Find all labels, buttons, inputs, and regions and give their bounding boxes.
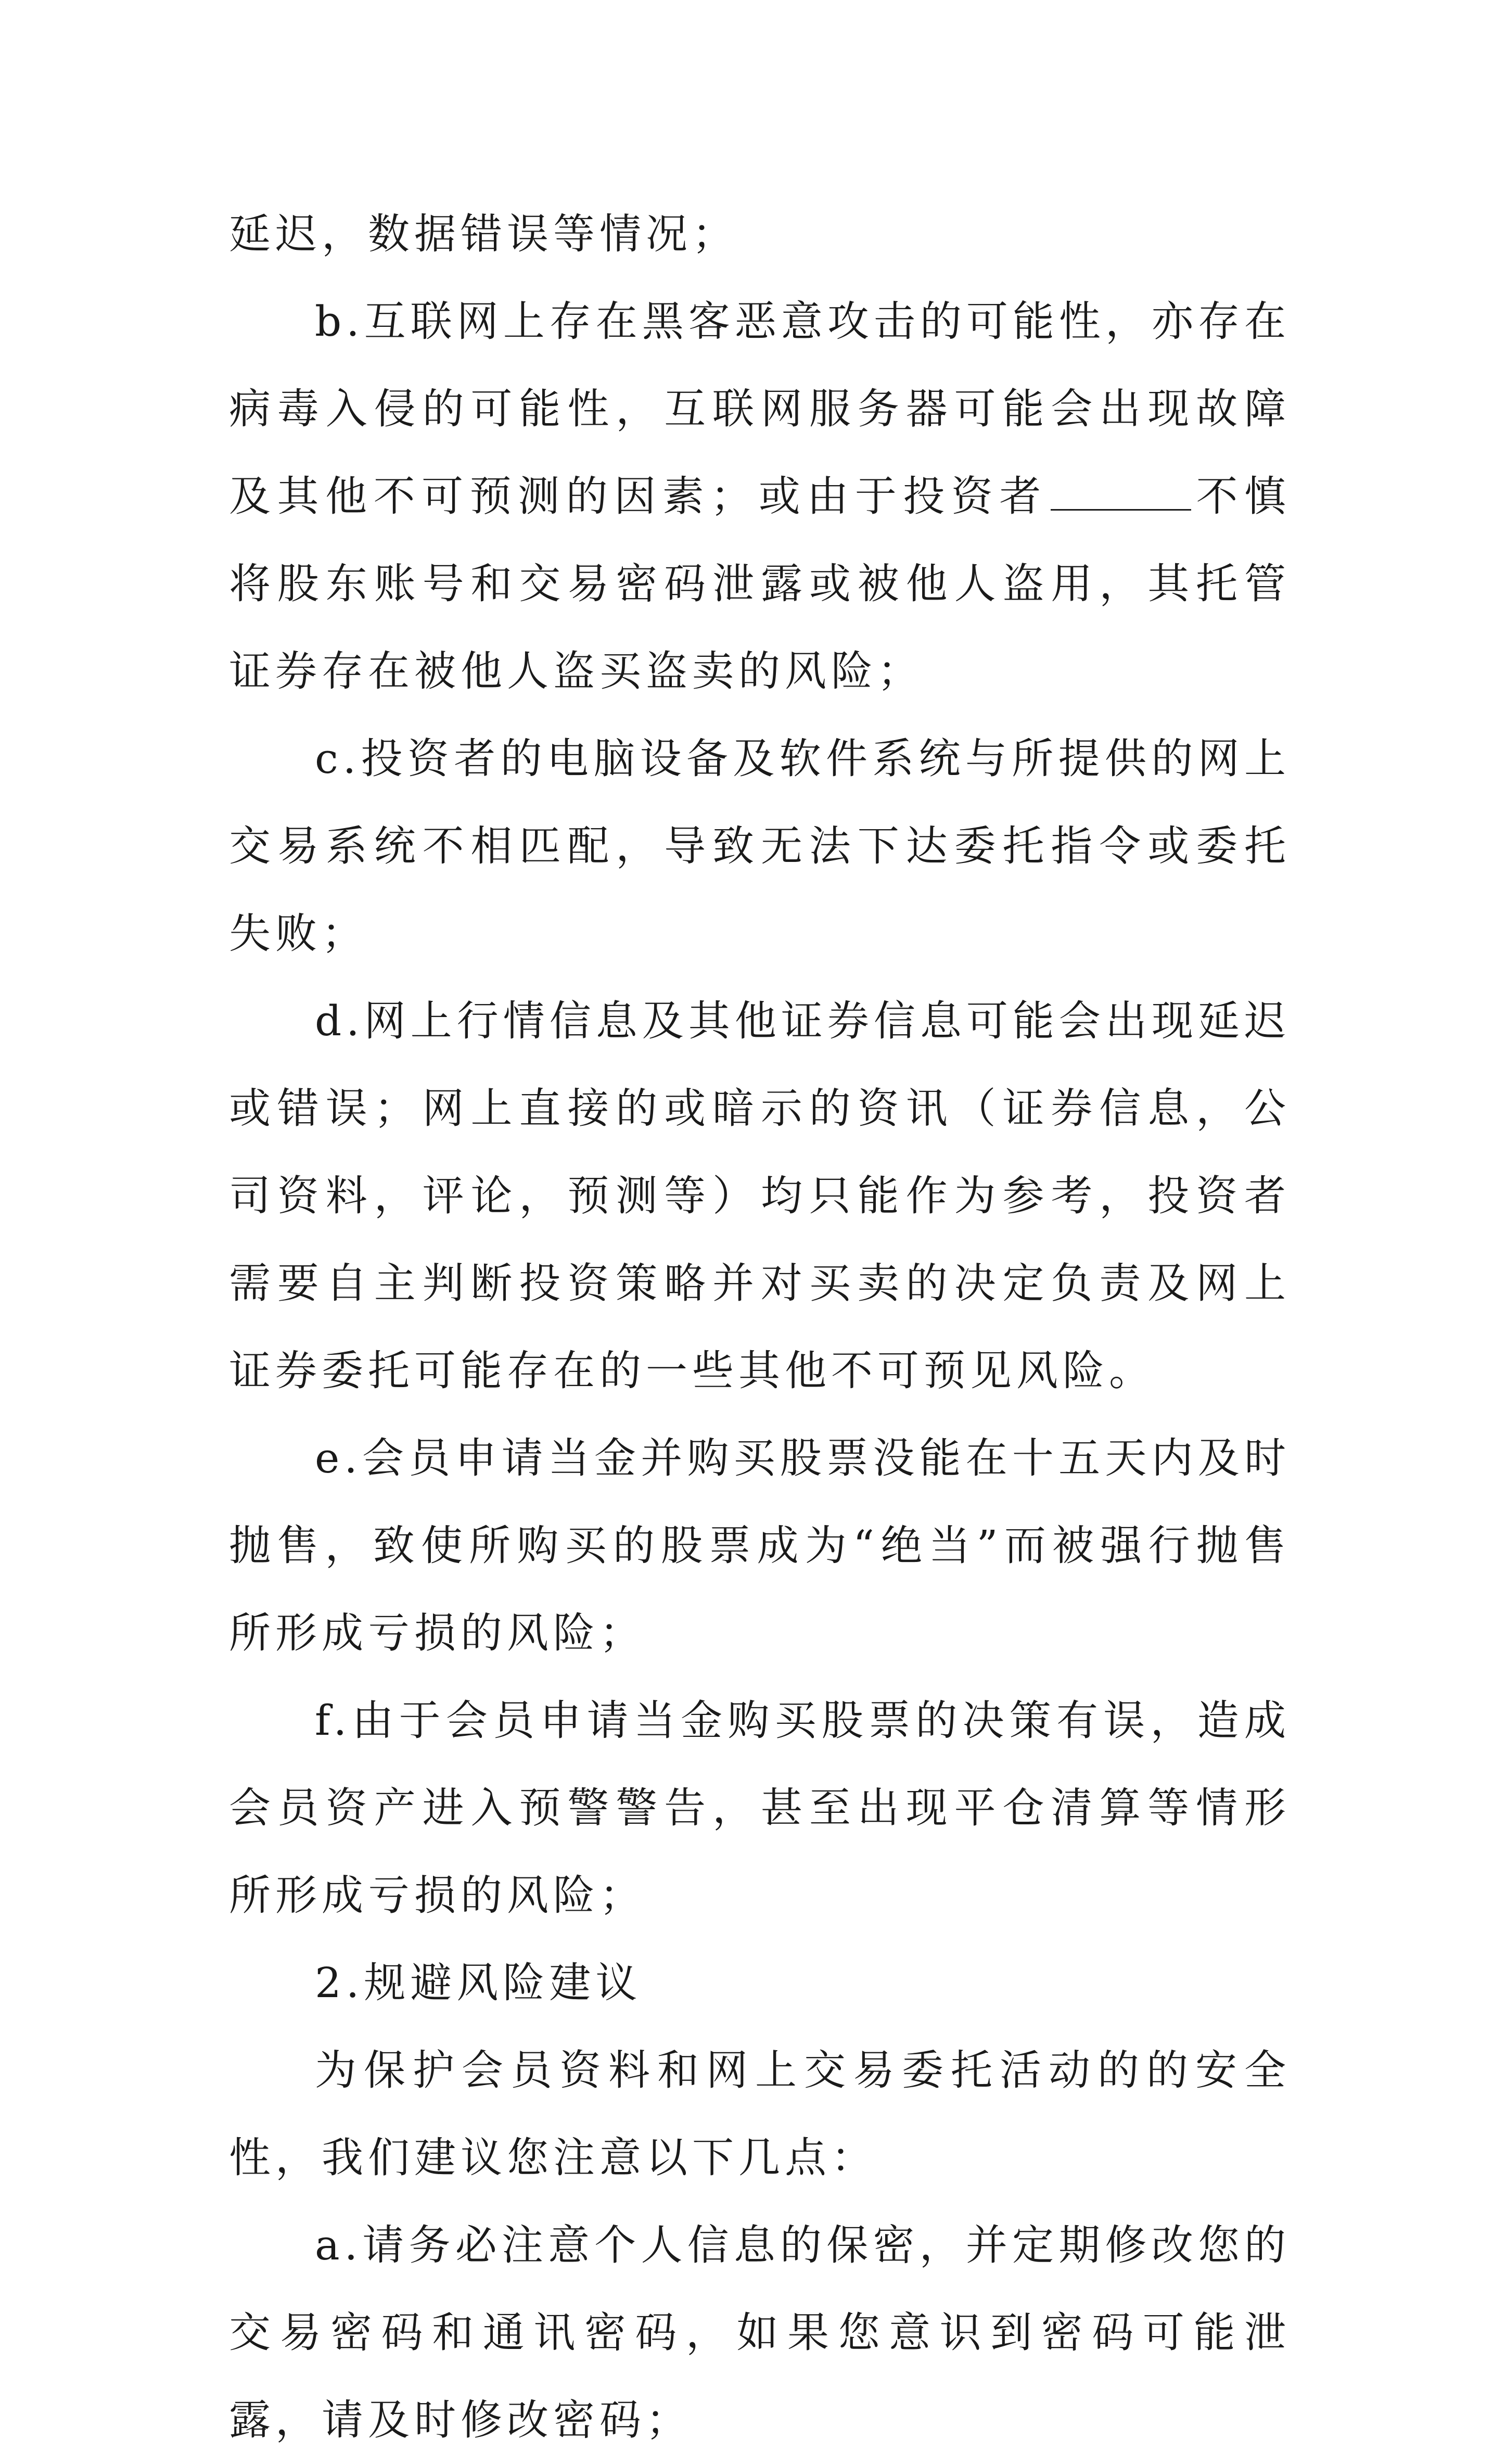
paragraph-b-part1: b.互联网上存在黑客恶意攻击的可能性，亦存在病毒入侵的可能性，互联网服务器可能会出现故障及其他不可预测的因素；或由于投资者 (229, 297, 1291, 520)
fill-in-blank (1051, 476, 1191, 511)
paragraph-intro: 为保护会员资料和网上交易委托活动的的安全性，我们建议您注意以下几点： (229, 2046, 1291, 2182)
paragraph-c: c.投资者的电脑设备及软件系统与所提供的网上交易系统不相匹配，导致无法下达委托指令或委托失败； (229, 734, 1291, 958)
paragraph-e: e.会员申请当金并购买股票没能在十五天内及时抛售，致使所购买的股票成为“绝当”而被强行抛售所形成亏损的风险； (229, 1434, 1291, 1657)
paragraph-d: d.网上行情信息及其他证券信息可能会出现延迟或错误；网上直接的或暗示的资讯（证券信息，公司资料，评论，预测等）均只能作为参考，投资者需要自主判断投资策略并对买卖的决定负责及网上证券委托可能存在的一些其他不可预见风险。 (229, 997, 1291, 1395)
paragraph-b-part2: 不慎将股东账号和交易密码泄露或被他人盗用，其托管证券存在被他人盗买盗卖的风险； (229, 472, 1291, 695)
body-text (229, 190, 1291, 2464)
paragraph-a: a.请务必注意个人信息的保密，并定期修改您的交易密码和通讯密码，如果您意识到密码可能泄露，请及时修改密码； (229, 2221, 1291, 2444)
paragraph-f: f.由于会员申请当金购买股票的决策有误，造成会员资产进入预警警告，甚至出现平仓清算等情形所形成亏损的风险； (229, 1696, 1291, 1920)
paragraph-b (229, 278, 1291, 715)
paragraph-continuation: 延迟，数据错误等情况； (229, 210, 738, 258)
section-heading-risk-avoidance: 2.规避风险建议 (315, 1959, 642, 2007)
